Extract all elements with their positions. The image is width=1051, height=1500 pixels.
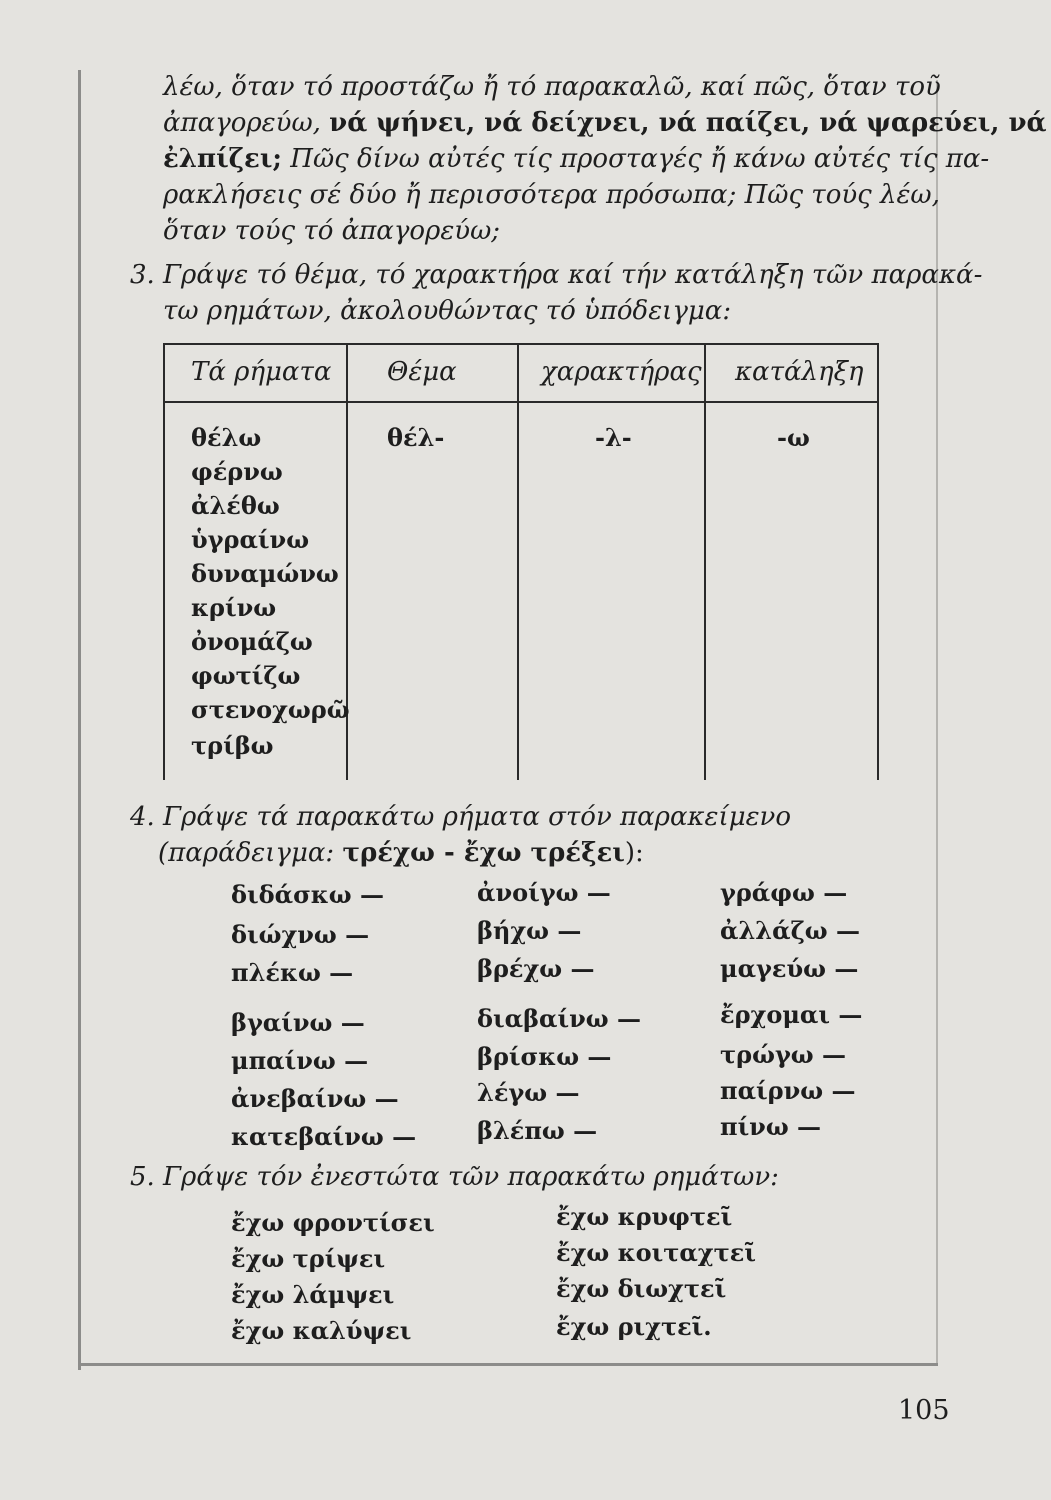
ex4-col2-item: διαβαίνω —: [477, 1004, 641, 1033]
table-col-divider-2: [517, 345, 519, 780]
table-header-ending: κατάληξη: [735, 357, 864, 387]
table-verb: φέρνω: [191, 457, 283, 486]
ex5-col1-item: ἔχω τρίψει: [231, 1244, 386, 1273]
exercise-4-example-suffix: ):: [624, 838, 644, 868]
ex4-col1-item: μπαίνω —: [231, 1046, 369, 1075]
ex5-col1-item: ἔχω φροντίσει: [231, 1208, 435, 1237]
example-ending: -ω: [777, 423, 810, 452]
ex4-col2-item: ἀνοίγω —: [477, 878, 611, 907]
table-verb: ὑγραίνω: [191, 525, 310, 554]
exercise-3-line-1: Γράψε τό θέμα, τό χαρακτήρα καί τήν κατάληξη τῶν παρακά-: [163, 260, 983, 290]
table-header-verbs: Τά ρήματα: [191, 357, 332, 387]
intro-line-2-prefix: ἀπαγορεύω,: [163, 108, 330, 138]
exercise-5-line-1: Γράψε τόν ἐνεστώτα τῶν παρακάτω ρημάτων:: [163, 1162, 779, 1192]
intro-line-2: [163, 106, 1047, 140]
table-verb: ἀλέθω: [191, 491, 280, 520]
ex4-col3-item: ἔρχομαι —: [720, 1000, 863, 1029]
intro-line-3-bold: ἐλπίζει;: [163, 144, 283, 174]
exercise-4-line-1: Γράψε τά παρακάτω ρήματα στόν παρακείμενο: [163, 802, 792, 832]
exercise-4-example-prefix: (παράδειγμα:: [158, 838, 343, 868]
ex4-col1-item: ἀνεβαίνω —: [231, 1084, 399, 1113]
frame-left-border: [78, 70, 81, 1370]
table-verb: κρίνω: [191, 593, 277, 622]
ex4-col2-item: βήχω —: [477, 916, 582, 945]
table-verb: φωτίζω: [191, 661, 301, 690]
table-verb: θέλω: [191, 423, 262, 452]
ex5-col1-item: ἔχω καλύψει: [231, 1316, 412, 1345]
intro-line-3-rest: Πῶς δίνω αὐτές τίς προσταγές ἤ κάνω αὐτές τίς πα-: [282, 144, 990, 174]
ex4-col1-item: πλέκω —: [231, 958, 354, 987]
ex4-col3-item: ἀλλάζω —: [720, 916, 861, 945]
intro-line-2-bold: νά ψήνει, νά δείχνει, νά παίζει, νά ψαρεύει, νά: [329, 108, 1047, 138]
intro-line-4: ρακλήσεις σέ δύο ἤ περισσότερα πρόσωπα; Πῶς τούς λέω,: [163, 180, 940, 210]
exercise-3-number: 3.: [130, 260, 155, 290]
ex5-col1-item: ἔχω λάμψει: [231, 1280, 395, 1309]
intro-line-3: [163, 142, 989, 176]
table-header-divider: [165, 401, 877, 403]
example-character: -λ-: [595, 423, 632, 452]
ex4-col3-item: πίνω —: [720, 1112, 822, 1141]
ex4-col3-item: παίρνω —: [720, 1076, 856, 1105]
exercise-4-number: 4.: [130, 802, 155, 832]
frame-bottom-border: [78, 1363, 938, 1366]
ex5-col2-item: ἔχω ριχτεῖ.: [556, 1312, 712, 1341]
exercise-4-example-bold: τρέχω - ἔχω τρέξει: [342, 838, 625, 868]
ex4-col3-item: τρώγω —: [720, 1040, 847, 1069]
table-verb: στενοχωρῶ: [191, 695, 350, 724]
exercise-4-example: [158, 836, 644, 870]
table-header-stem: Θέμα: [387, 357, 457, 387]
table-verb: ὀνομάζω: [191, 627, 313, 656]
ex4-col2-item: λέγω —: [477, 1078, 580, 1107]
ex4-col1-item: κατεβαίνω —: [231, 1122, 417, 1151]
ex4-col1-item: διδάσκω —: [231, 880, 384, 909]
exercise-3-line-2: τω ρημάτων, ἀκολουθώντας τό ὑπόδειγμα:: [163, 296, 732, 326]
table-col-divider-3: [704, 345, 706, 780]
ex4-col2-item: βρέχω —: [477, 954, 595, 983]
verb-analysis-table: [163, 343, 879, 780]
table-verb: τρίβω: [191, 731, 274, 760]
ex5-col2-item: ἔχω κοιταχτεῖ: [556, 1238, 756, 1267]
ex5-col2-item: ἔχω κρυφτεῖ: [556, 1202, 733, 1231]
example-stem: θέλ-: [387, 423, 445, 452]
ex4-col1-item: διώχνω —: [231, 920, 370, 949]
ex4-col3-item: γράφω —: [720, 878, 848, 907]
ex4-col2-item: βρίσκω —: [477, 1042, 612, 1071]
intro-line-1: λέω, ὅταν τό προστάζω ἤ τό παρακαλῶ, καί πῶς, ὅταν τοῦ: [163, 72, 941, 102]
ex4-col1-item: βγαίνω —: [231, 1008, 365, 1037]
ex5-col2-item: ἔχω διωχτεῖ: [556, 1274, 727, 1303]
exercise-5-number: 5.: [130, 1162, 155, 1192]
intro-line-5: ὅταν τούς τό ἀπαγορεύω;: [163, 216, 501, 246]
ex4-col3-item: μαγεύω —: [720, 954, 859, 983]
page-number: 105: [898, 1395, 950, 1426]
table-verb: δυναμώνω: [191, 559, 339, 588]
ex4-col2-item: βλέπω —: [477, 1116, 598, 1145]
table-header-character: χαρακτήρας: [541, 357, 702, 387]
